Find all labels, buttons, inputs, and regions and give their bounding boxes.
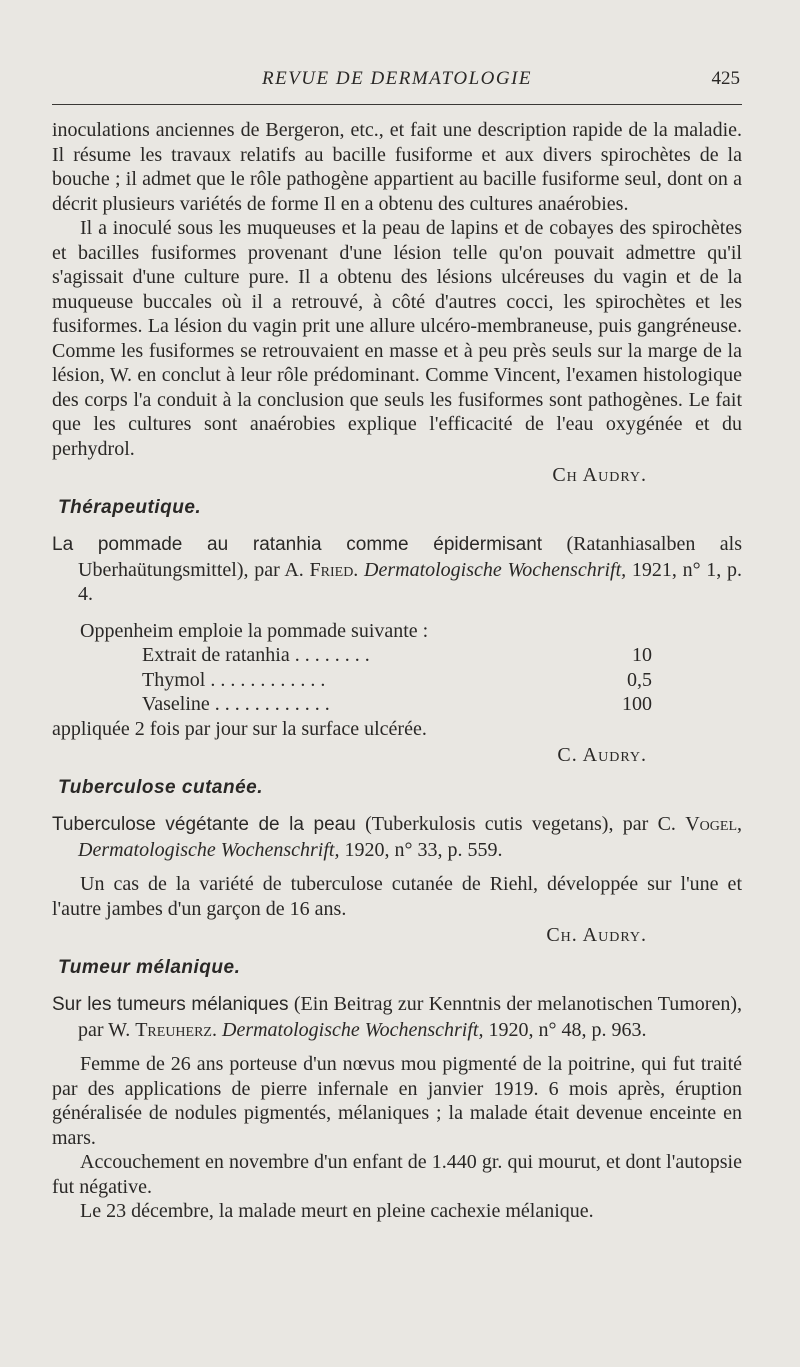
recipe-intro: Oppenheim emploie la pommade suivante : <box>80 619 429 642</box>
tumeur-paragraph-1: Femme de 26 ans porteuse d'un nœvus mou pigmenté de la poitrine, qui fut traité par des applications de pierre infernale en janvier 1919. 6 mois après, éruption généralisée de nodules pigmentés, mélaniques ; la malade était devenue enceinte en mars. <box>52 1053 742 1149</box>
recipe-closing: appliquée 2 fois par jour sur la surface ulcérée. <box>52 717 427 740</box>
recipe-row <box>142 643 652 668</box>
reference-title: Tuberculose végétante de la peau <box>52 814 356 835</box>
signature: Ch Audry. <box>552 464 647 486</box>
section-heading-tuberculose: Tuberculose cutanée. <box>58 776 263 798</box>
reference-title: La pommade au ratanhia comme épidermisant <box>52 534 543 555</box>
reference-citation: 1921, n° 1, p. 4. <box>78 558 742 605</box>
reference-journal: Dermatologische Wochenschrift, <box>78 838 340 861</box>
reference-journal: Dermatologische Wochenschrift, <box>358 558 627 581</box>
signature: C. Audry. <box>557 744 647 766</box>
reference-tuberculose <box>52 812 742 862</box>
reference-author: Treuherz. <box>135 1018 217 1041</box>
reference-citation: 1920, n° 48, p. 963. <box>483 1018 647 1041</box>
tumeur-paragraph-3: Le 23 décembre, la malade meurt en pleine cachexie mélanique. <box>80 1200 594 1222</box>
reference-ratanhia <box>52 532 742 607</box>
recipe-list <box>142 643 652 717</box>
section-heading-therapeutique: Thérapeutique. <box>58 496 202 518</box>
tumeur-paragraph-2: Accouchement en novembre d'un enfant de 1.440 gr. qui mourut, et dont l'autopsie fut négative. <box>52 1151 742 1198</box>
reference-text: (Tuberkulosis cutis vegetans), par C. <box>355 813 686 835</box>
recipe-row <box>142 692 652 717</box>
recipe-quantity: 0,5 <box>627 668 652 691</box>
recipe-ingredient: Extrait de ratanhia . . . . . . . . <box>142 644 370 666</box>
page-number: 425 <box>711 68 740 89</box>
recipe-quantity: 10 <box>632 644 652 666</box>
reference-citation: 1920, n° 33, p. 559. <box>339 838 503 861</box>
recipe-row <box>142 668 652 693</box>
article-body <box>52 118 742 1224</box>
recipe-ingredient: Vaseline . . . . . . . . . . . . <box>142 693 330 715</box>
recipe-quantity: 100 <box>622 693 652 715</box>
reference-text: (Ein Beitrag zur Kenntnis der melanotischen Tumoren), par W. <box>78 993 743 1041</box>
signature: Ch. Audry. <box>546 924 647 946</box>
reference-title: Sur les tumeurs mélaniques <box>52 994 289 1015</box>
recipe-ingredient: Thymol . . . . . . . . . . . . <box>142 668 326 691</box>
page-header <box>52 68 742 98</box>
running-title: REVUE DE DERMATOLOGIE <box>261 68 533 89</box>
reference-text: (Ratanhiasalben als Uberhaütungsmittel), par A. <box>78 533 742 581</box>
intro-paragraph-1: inoculations anciennes de Bergeron, etc., et fait une description rapide de la maladie. Il résume les travaux relatifs au bacille fusiforme et aux divers spirochètes de la bouche ; il admet que le rôle pathogène appartient au bacille fusiforme seul, dont on a décrit plusieurs variétés de forme Il en a obtenu des cultures anaérobies. <box>52 119 742 215</box>
reference-tumeur <box>52 992 742 1042</box>
reference-journal: Dermatologische Wochenschrift, <box>217 1018 484 1041</box>
section-heading-tumeur: Tumeur mélanique. <box>58 956 241 978</box>
reference-author: Vogel, <box>685 813 743 835</box>
reference-author: Fried. <box>309 558 359 581</box>
tuberculose-paragraph: Un cas de la variété de tuberculose cutanée de Riehl, développée sur l'une et l'autre jambes d'un garçon de 16 ans. <box>52 873 742 920</box>
intro-paragraph-2: Il a inoculé sous les muqueuses et la peau de lapins et de cobayes des spirochètes et bacilles fusiformes provenant d'une lésion telle qu'on pouvait admettre qu'il s'agissait d'une culture pure. Il a obtenu des lésions ulcéreuses du vagin et de la muqueuse buccales où il a retrouvé, à côté d'autres cocci, les spirochètes et les fusiformes. La lésion du vagin prit une allure ulcéro-membraneuse, puis gangréneuse. Comme les fusiformes se retrouvaient en masse et à peu près seuls sur la marge de la lésion, W. en conclut à leur rôle prédominant. Comme Vincent, l'examen histologique des corps l'a conduit à la conclusion que seuls les fusiformes sont pathogènes. Le fait que les cultures sont anaérobies explique l'efficacité de l'eau oxygénée et du perhydrol. <box>52 217 742 460</box>
header-rule <box>52 104 742 105</box>
